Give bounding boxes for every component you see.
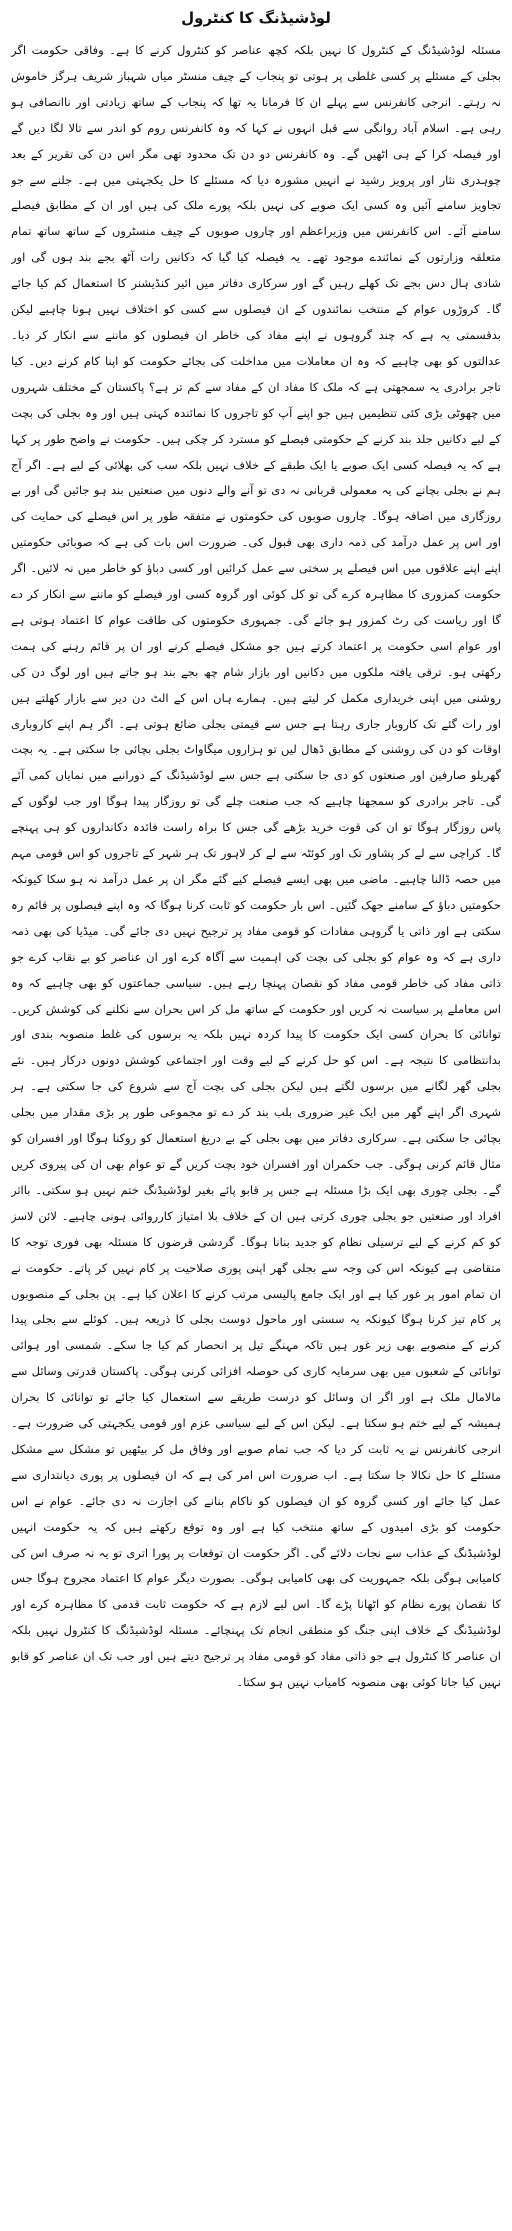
column-title: لوڈشیڈنگ کا کنٹرول (181, 9, 331, 27)
column-body-text: مسئلہ لوڈشیڈنگ کے کنٹرول کا نہیں بلکہ کچھ عناصر کو کنٹرول کرنے کا ہے۔ وفاقی حکومت اگر بجلی کے مسئلے پر کسی غلطی پر ہوتی تو پنجاب کے چیف منسٹر میاں شہباز شریف ہرگز خاموش نہ رہتے۔ انرجی کانفرنس سے پہلے ان کا فرمانا یہ تھا کہ پنجاب کے ساتھ زیادتی اور ناانصافی ہو رہی ہے۔ اسلام آباد روانگی سے قبل انہوں نے کہا کہ وہ کانفرنس روم کو اندر سے تالا لگا دیں گے اور فیصلہ کرا کے ہی اٹھیں گے۔ وہ کانفرنس دو دن تک محدود تھی مگر اس دن کی تقریر کے بعد چوہدری نثار اور پرویز رشید نے انہیں مشورہ دیا کہ مسئلے کا حل یکجہتی میں ہے۔ جلنے سے جو تجاویز سامنے آئیں وہ کسی ایک صوبے کی نہیں بلکہ پورے ملک کی ہیں اور ان کے مطابق فیصلے سامنے آئے۔ اس کانفرنس میں وزیراعظم اور چاروں صوبوں کے چیف منسٹروں کے ساتھ ساتھ تمام متعلقہ وزارتوں کے نمائندے موجود تھے۔ یہ فیصلہ کیا گیا کہ دکانیں رات آٹھ بجے بند ہوں گی اور شادی ہال دس بجے تک کھلے رہیں گے اور سرکاری دفاتر میں ائیر کنڈیشنر کا استعمال کم کیا جائے گا۔ کروڑوں عوام کے منتخب نمائندوں کے ان فیصلوں سے کسی کو اختلاف نہیں ہونا چاہیے لیکن بدقسمتی یہ ہے کہ چند گروہوں نے اپنے مفاد کی خاطر ان فیصلوں کو ماننے سے انکار کر دیا۔ عدالتوں کو بھی چاہیے کہ وہ ان معاملات میں مداخلت کی بجائے حکومت کو اپنا کام کرنے دیں۔ کیا تاجر برادری یہ سمجھتی ہے کہ ملک کا مفاد ان کے مفاد سے کم تر ہے؟ پاکستان کے مختلف شہروں میں چھوٹی بڑی کئی تنظیمیں ہیں جو اپنے آپ کو تاجروں کا نمائندہ کہتی ہیں اور وہ بجلی کی بچت کے لیے دکانیں جلد بند کرنے کے حکومتی فیصلے کو مسترد کر چکی ہیں۔ حکومت نے واضح طور پر کہا ہے کہ یہ فیصلہ کسی ایک صوبے یا ایک طبقے کے خلاف نہیں بلکہ سب کی بھلائی کے لیے ہے۔ اگر آج ہم نے بجلی بچانے کی یہ معمولی قربانی نہ دی تو آنے والے دنوں میں صنعتیں بند ہو جائیں گی اور بے روزگاری میں اضافہ ہوگا۔ چاروں صوبوں کی حکومتوں نے متفقہ طور پر اس فیصلے کی حمایت کی اور اس پر عمل درآمد کی ذمہ داری بھی قبول کی۔ ضرورت اس بات کی ہے کہ صوبائی حکومتیں اپنے اپنے علاقوں میں اس فیصلے پر سختی سے عمل کرائیں اور کسی دباؤ کو خاطر میں نہ لائیں۔ اگر حکومت کمزوری کا مظاہرہ کرے گی تو کل کوئی اور گروہ کسی اور فیصلے کو ماننے سے انکار کر دے گا اور ریاست کی رٹ کمزور ہو جائے گی۔ جمہوری حکومتوں کی طاقت عوام کا اعتماد ہوتی ہے اور عوام اسی حکومت پر اعتماد کرتے ہیں جو مشکل فیصلے کرنے اور ان پر قائم رہنے کی ہمت رکھتی ہو۔ ترقی یافتہ ملکوں میں دکانیں اور بازار شام چھ بجے بند ہو جاتے ہیں اور لوگ دن کی روشنی میں اپنی خریداری مکمل کر لیتے ہیں۔ ہمارے ہاں اس کے الٹ دن دیر سے بازار کھلتے ہیں اور رات گئے تک کاروبار جاری رہتا ہے جس سے قیمتی بجلی ضائع ہوتی ہے۔ اگر ہم اپنے کاروباری اوقات کو دن کی روشنی کے مطابق ڈھال لیں تو ہزاروں میگاواٹ بجلی بچائی جا سکتی ہے۔ یہ بچت گھریلو صارفین اور صنعتوں کو دی جا سکتی ہے جس سے لوڈشیڈنگ کے دورانیے میں نمایاں کمی آئے گی۔ تاجر برادری کو سمجھنا چاہیے کہ جب صنعت چلے گی تو روزگار پیدا ہوگا اور جب لوگوں کے پاس روزگار ہوگا تو ان کی قوت خرید بڑھے گی جس کا براہ راست فائدہ دکانداروں کو ہی پہنچے گا۔ کراچی سے لے کر پشاور تک اور کوئٹہ سے لے کر لاہور تک ہر شہر کے تاجروں کو اس قومی مہم میں حصہ ڈالنا چاہیے۔ ماضی میں بھی ایسے فیصلے کیے گئے مگر ان پر عمل درآمد نہ ہو سکا کیونکہ حکومتیں دباؤ کے سامنے جھک گئیں۔ اس بار حکومت کو ثابت کرنا ہوگا کہ وہ اپنے فیصلوں پر قائم رہ سکتی ہے اور ذاتی یا گروہی مفادات کو قومی مفاد پر ترجیح نہیں دی جائے گی۔ میڈیا کی بھی ذمہ داری ہے کہ وہ عوام کو بجلی کی بچت کی اہمیت سے آگاہ کرے اور ان عناصر کو بے نقاب کرے جو ذاتی مفاد کی خاطر قومی مفاد کو نقصان پہنچا رہے ہیں۔ سیاسی جماعتوں کو بھی چاہیے کہ وہ اس معاملے پر سیاست نہ کریں اور حکومت کے ساتھ مل کر اس بحران سے نکلنے کی کوشش کریں۔ توانائی کا بحران کسی ایک حکومت کا پیدا کردہ نہیں بلکہ یہ برسوں کی غلط منصوبہ بندی اور بدانتظامی کا نتیجہ ہے۔ اس کو حل کرنے کے لیے وقت اور اجتماعی کوشش دونوں درکار ہیں۔ نئے بجلی گھر لگانے میں برسوں لگتے ہیں لیکن بجلی کی بچت آج سے شروع کی جا سکتی ہے۔ ہر شہری اگر اپنے گھر میں ایک غیر ضروری بلب بند کر دے تو مجموعی طور پر بڑی مقدار میں بجلی بچائی جا سکتی ہے۔ سرکاری دفاتر میں بھی بجلی کے بے دریغ استعمال کو روکنا ہوگا اور افسران کو مثال قائم کرنی ہوگی۔ جب حکمران اور افسران خود بچت کریں گے تو عوام بھی ان کی پیروی کریں گے۔ بجلی چوری بھی ایک بڑا مسئلہ ہے جس پر قابو پائے بغیر لوڈشیڈنگ ختم نہیں ہو سکتی۔ بااثر افراد اور صنعتیں جو بجلی چوری کرتی ہیں ان کے خلاف بلا امتیاز کارروائی ہونی چاہیے۔ لائن لاسز کو کم کرنے کے لیے ترسیلی نظام کو جدید بنانا ہوگا۔ گردشی قرضوں کا مسئلہ بھی فوری توجہ کا متقاضی ہے کیونکہ اس کی وجہ سے بجلی گھر اپنی پوری صلاحیت پر کام نہیں کر پاتے۔ حکومت نے ان تمام امور پر غور کیا ہے اور ایک جامع پالیسی مرتب کرنے کا اعلان کیا ہے۔ پن بجلی کے منصوبوں پر کام تیز کرنا ہوگا کیونکہ یہ سستی اور ماحول دوست بجلی کا ذریعہ ہیں۔ کوئلے سے بجلی پیدا کرنے کے منصوبے بھی زیر غور ہیں تاکہ مہنگے تیل پر انحصار کم کیا جا سکے۔ شمسی اور ہوائی توانائی کے شعبوں میں بھی سرمایہ کاری کی حوصلہ افزائی کرنی ہوگی۔ پاکستان قدرتی وسائل سے مالامال ملک ہے اور اگر ان وسائل کو درست طریقے سے استعمال کیا جائے تو توانائی کا بحران ہمیشہ کے لیے ختم ہو سکتا ہے۔ لیکن اس کے لیے سیاسی عزم اور قومی یکجہتی کی ضرورت ہے۔ انرجی کانفرنس نے یہ ثابت کر دیا کہ جب تمام صوبے اور وفاق مل کر بیٹھیں تو مشکل سے مشکل مسئلے کا حل نکالا جا سکتا ہے۔ اب ضرورت اس امر کی ہے کہ ان فیصلوں پر پوری دیانتداری سے عمل کیا جائے اور کسی گروہ کو ان فیصلوں کو ناکام بنانے کی اجازت نہ دی جائے۔ عوام نے اس حکومت کو بڑی امیدوں کے ساتھ منتخب کیا ہے اور وہ توقع رکھتے ہیں کہ یہ حکومت انہیں لوڈشیڈنگ کے عذاب سے نجات دلائے گی۔ اگر حکومت ان توقعات پر پورا اتری تو یہ نہ صرف اس کی کامیابی ہوگی بلکہ جمہوریت کی بھی کامیابی ہوگی۔ بصورت دیگر عوام کا اعتماد مجروح ہوگا جس کا نقصان پورے نظام کو اٹھانا پڑے گا۔ اس لیے لازم ہے کہ حکومت ثابت قدمی کا مظاہرہ کرے اور لوڈشیڈنگ کے خلاف اپنی جنگ کو منطقی انجام تک پہنچائے۔ مسئلہ لوڈشیڈنگ کا کنٹرول نہیں بلکہ ان عناصر کا کنٹرول ہے جو ذاتی مفاد کو قومی مفاد پر ترجیح دیتے ہیں اور جب تک ان عناصر کو قابو نہیں کیا جاتا کوئی بھی منصوبہ کامیاب نہیں ہو سکتا۔ (11, 43, 501, 1690)
